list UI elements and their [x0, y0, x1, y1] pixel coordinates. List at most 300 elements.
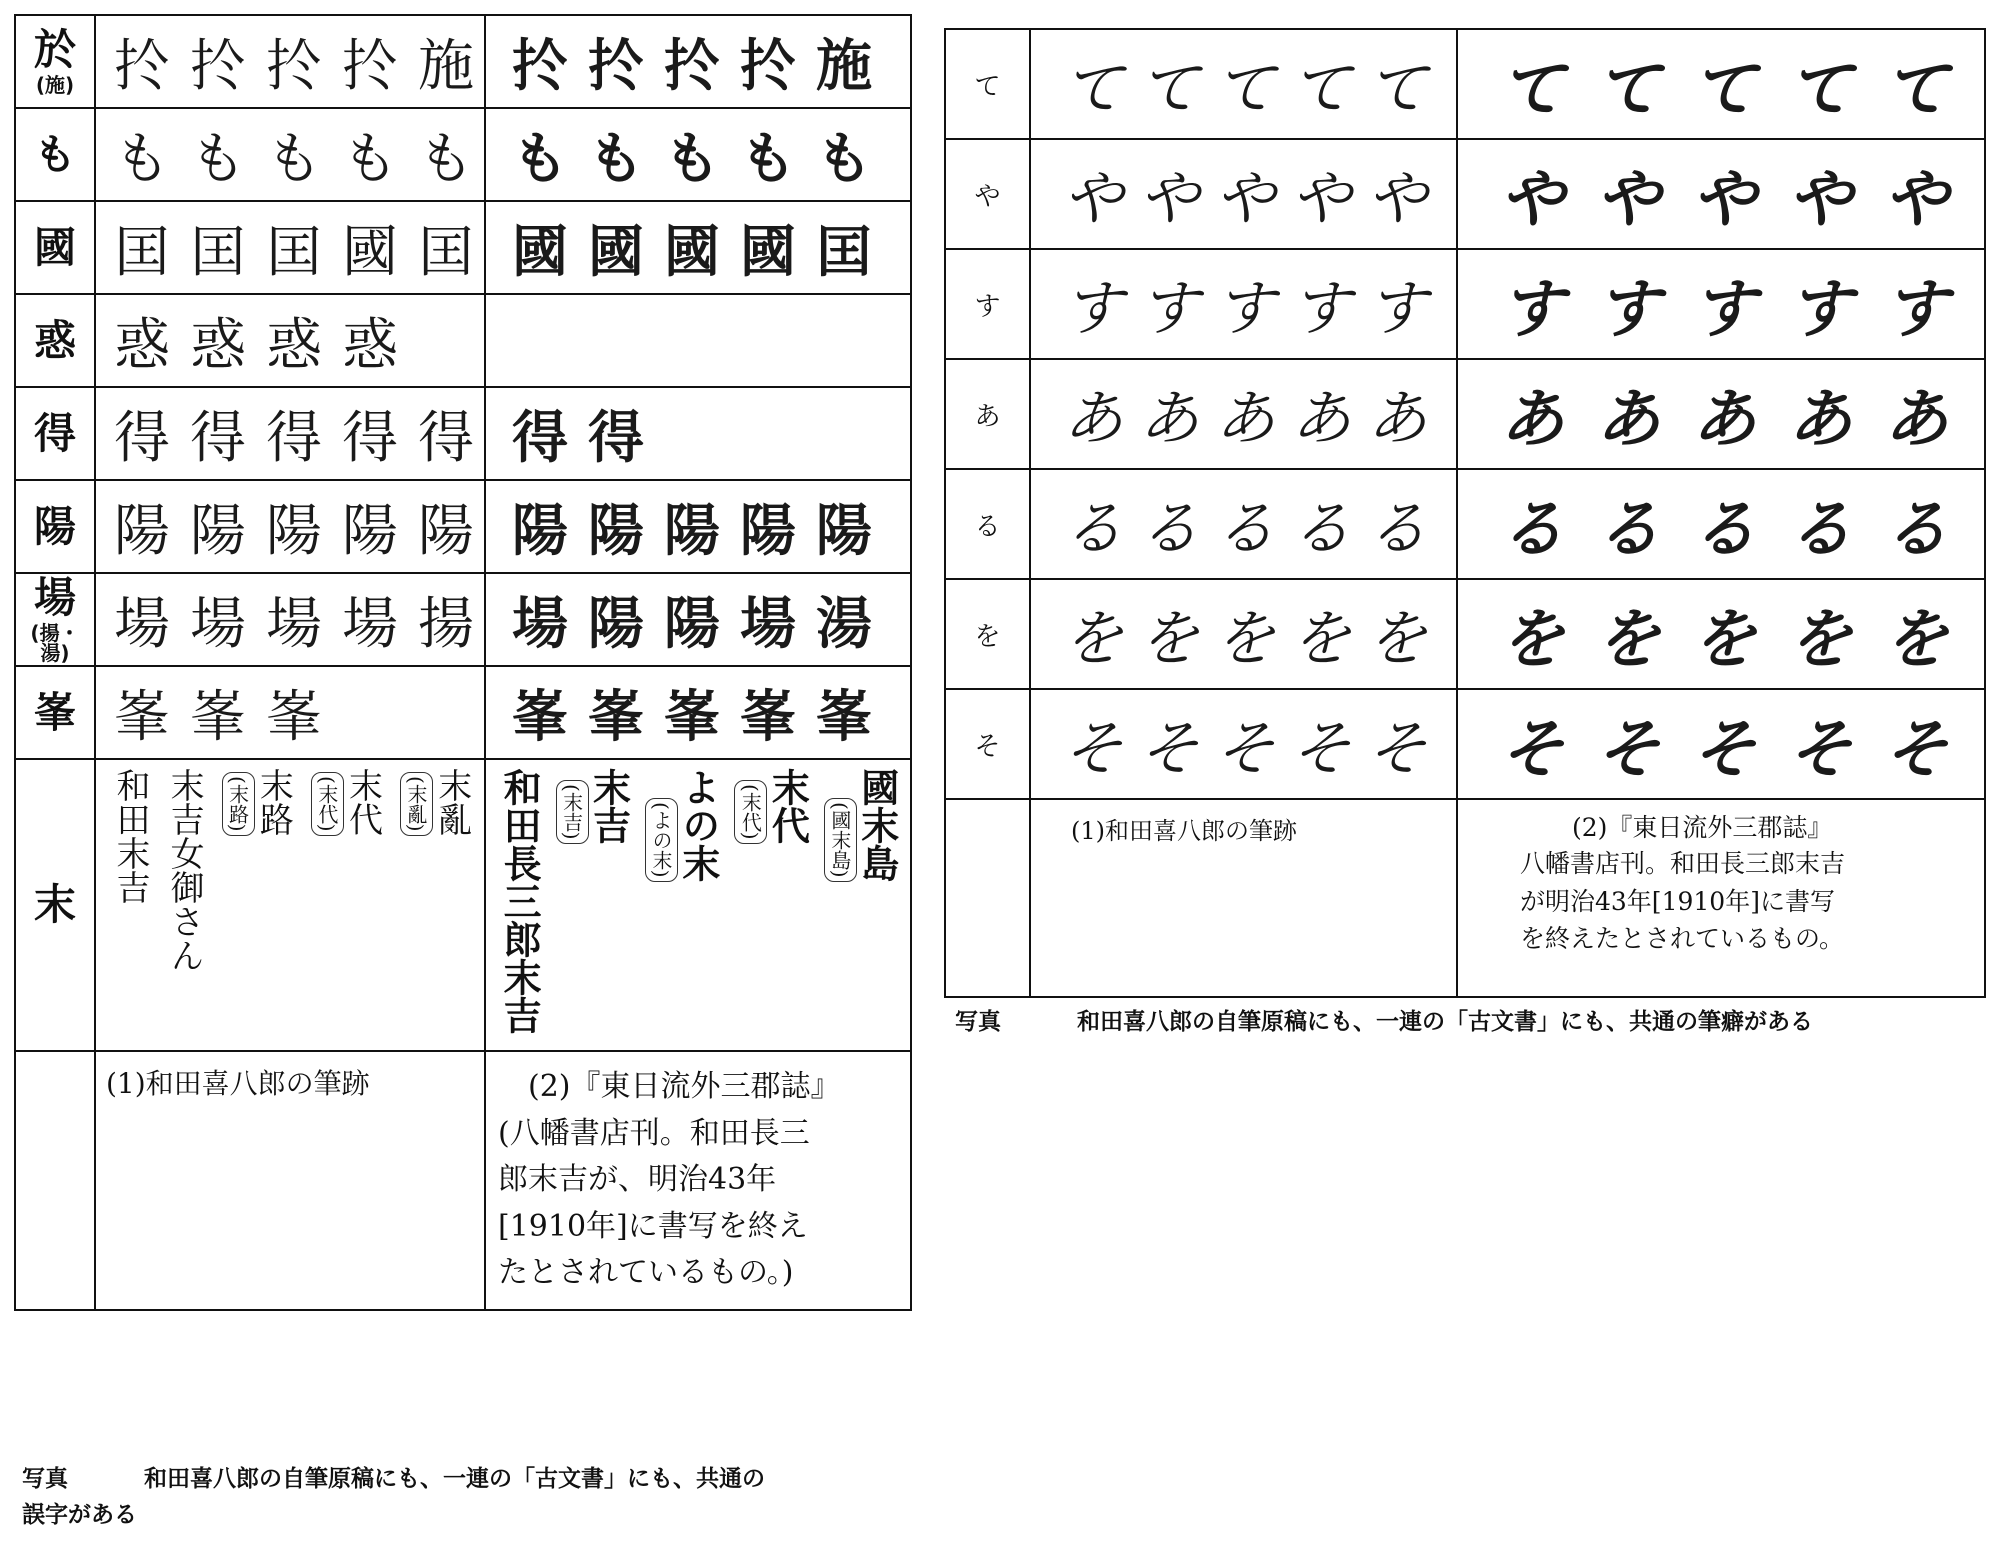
handwriting-glyph: あ [1215, 384, 1275, 454]
printed-glyph: 峯 [816, 683, 872, 750]
caption-handwriting-cell [95, 1051, 485, 1310]
printed-cell [1457, 249, 1985, 359]
signature-group [497, 768, 543, 1034]
printed-glyph: 施 [816, 32, 872, 99]
printed-glyph: て [1884, 52, 1948, 127]
printed-glyph-row [486, 574, 910, 665]
printed-glyph: あ [1500, 382, 1564, 457]
row-character: る [974, 511, 1001, 542]
signature-annotation: (末路) [222, 772, 255, 836]
handwriting-cell [95, 15, 485, 108]
row-character-variant: (施) [35, 72, 75, 97]
handwriting-glyph: る [1063, 494, 1123, 564]
handwriting-glyph: を [1291, 604, 1351, 674]
caption-source-cell [485, 1051, 911, 1310]
signature-annotation: (國末島) [824, 798, 857, 882]
left-figure-panel [14, 14, 912, 1311]
left-row-3 [15, 294, 911, 387]
handwriting-glyph: 場 [190, 591, 246, 657]
handwriting-glyph: 囯 [190, 219, 246, 285]
right-row-5 [945, 579, 1985, 689]
printed-glyph: 峯 [740, 683, 796, 750]
printed-glyph: あ [1788, 382, 1852, 457]
printed-cell [485, 108, 911, 201]
handwriting-cell [95, 294, 485, 387]
signature-row [96, 760, 484, 1050]
handwriting-glyph: や [1139, 164, 1199, 234]
printed-glyph-row [486, 16, 910, 107]
right-row-3 [945, 359, 1985, 469]
row-character-cell [945, 359, 1030, 469]
handwritten-signature: 末亂 [431, 768, 472, 836]
right-row-1 [945, 139, 1985, 249]
handwriting-glyph: そ [1139, 714, 1199, 784]
printed-glyph-row [1458, 690, 1984, 798]
handwriting-cell [95, 480, 485, 573]
printed-cell [1457, 579, 1985, 689]
handwriting-glyph-row [1031, 250, 1456, 358]
caption-blank-cell [945, 799, 1030, 997]
caption-source-line: を終えたとされているもの。 [1520, 924, 1845, 953]
printed-glyph: そ [1596, 712, 1660, 787]
printed-glyph: も [512, 125, 568, 192]
printed-glyph: 得 [588, 404, 644, 471]
handwriting-glyph: や [1063, 164, 1123, 234]
handwriting-glyph: 國 [342, 219, 398, 285]
row-character: も [33, 129, 76, 179]
handwriting-glyph: 得 [418, 405, 474, 471]
handwriting-glyph-row [1031, 580, 1456, 688]
caption-blank-cell [15, 1051, 95, 1310]
printed-cell [1457, 29, 1985, 139]
row-character-wrap [16, 295, 94, 386]
row-character-wrap [16, 388, 94, 479]
handwriting-glyph: 峯 [190, 684, 246, 750]
printed-glyph: そ [1884, 712, 1948, 787]
handwriting-glyph: 扵 [114, 33, 170, 99]
handwriting-glyph-row [96, 667, 484, 758]
printed-signature: 和田長三郎末吉 [497, 768, 543, 1034]
signature-annotation: (末吉) [556, 780, 589, 844]
handwriting-glyph: 得 [114, 405, 170, 471]
caption-source-cell [1457, 799, 1985, 997]
handwriting-glyph: 得 [342, 405, 398, 471]
row-character: 場 [33, 572, 76, 622]
printed-glyph: を [1884, 602, 1948, 677]
handwriting-glyph: を [1215, 604, 1275, 674]
printed-glyph-row [1458, 470, 1984, 578]
left-comparison-table [14, 14, 912, 1311]
left-row-0 [15, 15, 911, 108]
signature-group [164, 768, 205, 972]
printed-glyph-row [1458, 360, 1984, 468]
printed-glyph: る [1596, 492, 1660, 567]
printed-glyph: や [1884, 162, 1948, 237]
row-character: 陽 [33, 501, 76, 551]
row-character-cell [945, 139, 1030, 249]
handwriting-glyph: 惑 [114, 312, 170, 378]
caption-source-line: が明治43年[1910年]に書写 [1520, 886, 1835, 916]
row-character: あ [974, 401, 1001, 432]
printed-glyph: あ [1692, 382, 1756, 457]
printed-glyph: あ [1884, 382, 1948, 457]
signature-group [309, 768, 383, 836]
printed-glyph-row [486, 481, 910, 572]
row-character: 末 [33, 880, 76, 929]
printed-glyph: 囯 [816, 218, 872, 285]
printed-glyph: 扵 [588, 32, 644, 99]
printed-glyph: 國 [664, 218, 720, 285]
left-row-7 [15, 666, 911, 759]
right-row-0 [945, 29, 1985, 139]
handwriting-cell [95, 759, 485, 1051]
printed-cell [485, 201, 911, 294]
handwriting-glyph: 囯 [266, 219, 322, 285]
printed-cell [485, 480, 911, 573]
handwriting-glyph: そ [1215, 714, 1275, 784]
handwriting-glyph: る [1291, 494, 1351, 564]
row-character-cell [15, 387, 95, 480]
left-row-6 [15, 573, 911, 666]
handwriting-glyph: す [1063, 274, 1123, 344]
handwriting-glyph: 得 [190, 405, 246, 471]
printed-glyph: を [1692, 602, 1756, 677]
handwriting-glyph: 惑 [342, 312, 398, 378]
handwriting-glyph: 扵 [266, 33, 322, 99]
left-row-2 [15, 201, 911, 294]
handwriting-cell [95, 387, 485, 480]
left-row-5 [15, 480, 911, 573]
printed-glyph: も [816, 125, 872, 192]
printed-glyph: や [1596, 162, 1660, 237]
handwriting-cell [1030, 29, 1457, 139]
printed-glyph: す [1788, 272, 1852, 347]
handwriting-glyph-row [96, 109, 484, 200]
handwriting-glyph: も [418, 126, 474, 192]
row-character: 惑 [33, 315, 76, 365]
printed-signature: 末代 [765, 768, 811, 844]
printed-glyph: 陽 [512, 497, 568, 564]
printed-glyph: る [1884, 492, 1948, 567]
handwriting-glyph: あ [1367, 384, 1427, 454]
handwriting-glyph: 扵 [190, 33, 246, 99]
printed-glyph: 陽 [740, 497, 796, 564]
printed-signature: 末吉 [586, 768, 632, 844]
row-character: や [974, 181, 1001, 212]
row-character-wrap [16, 109, 94, 200]
handwriting-glyph-row [96, 481, 484, 572]
signature-group [398, 768, 472, 836]
handwriting-glyph: 陽 [342, 498, 398, 564]
printed-glyph: 峯 [588, 683, 644, 750]
handwriting-glyph: あ [1063, 384, 1123, 454]
printed-glyph: す [1884, 272, 1948, 347]
handwriting-glyph: も [190, 126, 246, 192]
right-photo-caption [955, 1005, 1995, 1041]
right-row-4 [945, 469, 1985, 579]
row-character: 得 [33, 408, 76, 458]
signature-group [822, 768, 900, 882]
handwriting-glyph: 陽 [190, 498, 246, 564]
printed-cell [1457, 689, 1985, 799]
left-caption-row [15, 1051, 911, 1310]
printed-glyph: る [1500, 492, 1564, 567]
printed-cell [1457, 359, 1985, 469]
printed-glyph-row [1458, 140, 1984, 248]
signature-group [220, 768, 294, 836]
row-character-cell [15, 480, 95, 573]
printed-glyph-row [486, 109, 910, 200]
printed-signature: よの末 [675, 768, 721, 882]
handwriting-cell [1030, 359, 1457, 469]
printed-glyph: 陽 [588, 590, 644, 657]
printed-glyph: て [1596, 52, 1660, 127]
handwriting-glyph: 惑 [266, 312, 322, 378]
row-character-cell [15, 666, 95, 759]
signature-group [643, 768, 721, 882]
caption-source-line: 郎末吉が、明治43年 [498, 1162, 777, 1197]
printed-cell [485, 15, 911, 108]
handwriting-cell [95, 666, 485, 759]
printed-glyph: 峯 [512, 683, 568, 750]
handwriting-glyph-row [96, 574, 484, 665]
printed-glyph: も [664, 125, 720, 192]
row-character-cell [945, 249, 1030, 359]
printed-glyph: 國 [740, 218, 796, 285]
caption-handwriting-label: (1)和田喜八郎の筆跡 [106, 1067, 370, 1100]
handwriting-glyph: あ [1139, 384, 1199, 454]
left-row-sue [15, 759, 911, 1051]
handwriting-glyph: す [1367, 274, 1427, 344]
row-character-cell [15, 294, 95, 387]
caption-source-line: (八幡書店刊。和田長三 [498, 1115, 810, 1151]
right-caption-row [945, 799, 1985, 997]
handwriting-glyph: そ [1063, 714, 1123, 784]
caption-source-title: (2)『東日流外三郡誌』 [1572, 813, 1833, 842]
left-photo-label: 写真 [22, 1466, 68, 1492]
printed-glyph: 場 [512, 590, 568, 657]
row-character-cell [945, 29, 1030, 139]
printed-glyph-row [1458, 580, 1984, 688]
handwriting-glyph: や [1367, 164, 1427, 234]
printed-glyph: す [1596, 272, 1660, 347]
printed-glyph: す [1500, 272, 1564, 347]
row-character-cell [15, 15, 95, 108]
handwriting-glyph: 囯 [418, 219, 474, 285]
handwriting-glyph: 陽 [266, 498, 322, 564]
row-character: 於 [33, 24, 76, 74]
handwriting-glyph: 囯 [114, 219, 170, 285]
handwriting-glyph-row [96, 295, 484, 386]
handwriting-glyph: す [1215, 274, 1275, 344]
printed-cell [485, 666, 911, 759]
handwriting-glyph: 場 [266, 591, 322, 657]
printed-glyph: 國 [512, 218, 568, 285]
handwriting-glyph: 峯 [114, 684, 170, 750]
caption-source-line: たとされているもの。) [498, 1255, 794, 1290]
printed-glyph: を [1500, 602, 1564, 677]
handwriting-glyph: 扵 [342, 33, 398, 99]
handwriting-glyph-row [1031, 140, 1456, 248]
caption-handwriting-label: (1)和田喜八郎の筆跡 [1071, 817, 1297, 845]
row-character-variant: (揚・湯) [30, 620, 80, 665]
left-row-4 [15, 387, 911, 480]
printed-cell [1457, 139, 1985, 249]
handwriting-glyph: て [1291, 54, 1351, 124]
handwritten-signature: 末代 [342, 768, 383, 836]
printed-glyph: そ [1692, 712, 1756, 787]
signature-group [109, 768, 150, 904]
handwriting-glyph: 陽 [418, 498, 474, 564]
right-row-2 [945, 249, 1985, 359]
left-row-1 [15, 108, 911, 201]
handwriting-glyph: も [342, 126, 398, 192]
handwriting-glyph-row [96, 388, 484, 479]
handwriting-glyph: る [1139, 494, 1199, 564]
handwriting-cell [1030, 249, 1457, 359]
row-character: て [974, 71, 1001, 102]
caption-handwriting-cell [1030, 799, 1457, 997]
printed-glyph: 陽 [588, 497, 644, 564]
handwriting-glyph: 場 [114, 591, 170, 657]
row-character: す [974, 291, 1001, 322]
signature-annotation: (末代) [311, 772, 344, 836]
caption-source-title: (2)『東日流外三郡誌』 [528, 1069, 841, 1104]
handwriting-cell [1030, 689, 1457, 799]
printed-glyph: 扵 [740, 32, 796, 99]
printed-glyph-row [1458, 250, 1984, 358]
right-comparison-table [944, 28, 1986, 998]
printed-glyph: 陽 [664, 590, 720, 657]
printed-glyph: 陽 [816, 497, 872, 564]
left-photo-caption-line2: 誤字がある [22, 1501, 137, 1528]
handwriting-glyph: も [114, 126, 170, 192]
handwriting-cell [1030, 139, 1457, 249]
row-character-wrap [16, 481, 94, 572]
printed-cell [485, 759, 911, 1051]
signature-row [486, 760, 910, 1050]
row-character-wrap [16, 16, 94, 107]
printed-glyph: 陽 [664, 497, 720, 564]
printed-glyph: も [588, 125, 644, 192]
handwriting-glyph: や [1291, 164, 1351, 234]
printed-glyph: そ [1788, 712, 1852, 787]
row-character: 國 [33, 222, 76, 272]
row-character-cell [15, 108, 95, 201]
row-character-cell [945, 579, 1030, 689]
printed-glyph: て [1788, 52, 1852, 127]
handwriting-glyph: あ [1291, 384, 1351, 454]
handwriting-glyph: て [1063, 54, 1123, 124]
signature-annotation: (末亂) [400, 772, 433, 836]
printed-glyph: て [1500, 52, 1564, 127]
handwriting-cell [1030, 469, 1457, 579]
row-character-wrap [16, 574, 94, 665]
printed-glyph-row [1458, 30, 1984, 138]
printed-glyph: を [1788, 602, 1852, 677]
handwriting-glyph: す [1291, 274, 1351, 344]
printed-glyph: 扵 [512, 32, 568, 99]
handwriting-glyph: て [1215, 54, 1275, 124]
row-character: そ [974, 731, 1001, 762]
printed-glyph: て [1692, 52, 1756, 127]
left-photo-caption [22, 1462, 922, 1533]
printed-glyph: あ [1596, 382, 1660, 457]
printed-glyph: る [1788, 492, 1852, 567]
left-photo-caption-line1: 和田喜八郎の自筆原稿にも、一連の「古文書」にも、共通の [144, 1466, 766, 1492]
handwriting-glyph-row [96, 202, 484, 293]
handwriting-glyph: を [1367, 604, 1427, 674]
printed-cell [485, 387, 911, 480]
printed-glyph: 峯 [664, 683, 720, 750]
printed-cell [485, 573, 911, 666]
printed-cell [1457, 469, 1985, 579]
caption-source-line: 八幡書店刊。和田長三郎末吉 [1520, 849, 1846, 878]
printed-cell [485, 294, 911, 387]
handwriting-glyph: や [1215, 164, 1275, 234]
handwriting-glyph: る [1367, 494, 1427, 564]
signature-group [554, 768, 632, 844]
handwriting-glyph-row [96, 16, 484, 107]
row-character: を [974, 621, 1001, 652]
handwriting-cell [1030, 579, 1457, 689]
handwriting-glyph-row [1031, 360, 1456, 468]
row-character-wrap [16, 202, 94, 293]
row-character-cell [15, 573, 95, 666]
handwriting-cell [95, 108, 485, 201]
handwriting-glyph: て [1367, 54, 1427, 124]
handwritten-signature: 末吉女御さん [164, 768, 205, 972]
handwriting-glyph: て [1139, 54, 1199, 124]
handwriting-glyph: 揚 [418, 591, 474, 657]
printed-glyph: や [1788, 162, 1852, 237]
handwritten-signature: 末路 [253, 768, 294, 836]
printed-glyph: す [1692, 272, 1756, 347]
row-character-cell [15, 759, 95, 1051]
right-row-6 [945, 689, 1985, 799]
signature-annotation: (よの末) [645, 798, 678, 882]
handwriting-glyph: も [266, 126, 322, 192]
printed-glyph-row [486, 388, 910, 479]
signature-annotation: (末代) [734, 780, 767, 844]
printed-glyph: や [1500, 162, 1564, 237]
row-character-wrap [16, 667, 94, 758]
handwriting-glyph: る [1215, 494, 1275, 564]
handwriting-glyph: そ [1367, 714, 1427, 784]
handwriting-glyph: す [1139, 274, 1199, 344]
printed-glyph: 國 [588, 218, 644, 285]
printed-glyph: そ [1500, 712, 1564, 787]
handwriting-glyph: 施 [418, 33, 474, 99]
printed-glyph: る [1692, 492, 1756, 567]
caption-source-line: [1910年]に書写を終え [498, 1208, 808, 1244]
printed-glyph: 湯 [816, 590, 872, 657]
handwriting-cell [95, 573, 485, 666]
row-character-cell [945, 469, 1030, 579]
printed-glyph-row [486, 202, 910, 293]
printed-glyph-row [486, 295, 910, 386]
handwriting-glyph-row [1031, 30, 1456, 138]
handwriting-glyph: 場 [342, 591, 398, 657]
handwriting-glyph: 得 [266, 405, 322, 471]
handwritten-signature: 和田末吉 [109, 768, 150, 904]
right-figure-panel [944, 28, 1986, 998]
handwriting-glyph-row [1031, 690, 1456, 798]
right-photo-caption-text: 和田喜八郎の自筆原稿にも、一連の「古文書」にも、共通の筆癖がある [1077, 1009, 1814, 1035]
printed-glyph: を [1596, 602, 1660, 677]
printed-glyph: 場 [740, 590, 796, 657]
row-character-cell [15, 201, 95, 294]
